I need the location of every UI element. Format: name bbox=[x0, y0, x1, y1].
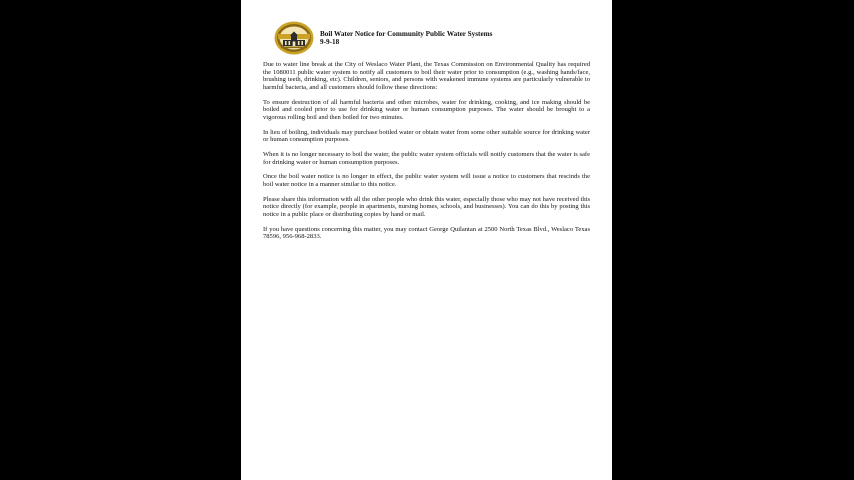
notice-paragraph-3: In lieu of boiling, individuals may purchase bottled water or obtain water from some other suitable source for drinking water or human consumption purposes. bbox=[263, 128, 590, 144]
notice-paragraph-7: If you have questions concerning this matter, you may contact George Quilantan at 2500 North Texas Blvd., Weslaco Texas 78596, 956-968-2833. bbox=[263, 225, 590, 241]
notice-paragraph-5: Once the boil water notice is no longer in effect, the public water system will issue a notice to customers that rescinds the boil water notice in a manner similar to this notice. bbox=[263, 173, 590, 188]
document-page bbox=[241, 0, 612, 480]
notice-title: Boil Water Notice for Community Public Water Systems bbox=[320, 30, 493, 38]
notice-paragraph-2: To ensure destruction of all harmful bacteria and other microbes, water for drinking, cooking, and ice making should be boiled and cooled prior to use for drinking water or human consumption purposes. The water should be brought to a vigorous rolling boil and then boiled for two minutes. bbox=[263, 98, 590, 121]
notice-date: 9-9-18 bbox=[320, 38, 340, 46]
notice-body bbox=[263, 61, 590, 248]
notice-paragraph-1: Due to water line break at the City of Weslaco Water Plant, the Texas Commission on Environmental Quality has required the 1080011 public water system to notify all customers to boil their water prior to consumption (e.g., washing hands/face, brushing teeth, drinking, etc). Children, seniors, and persons with weakened immune systems are particularly vulnerable to harmful bacteria, and all customers should follow these directions: bbox=[263, 61, 590, 91]
notice-header bbox=[274, 21, 594, 57]
city-seal-icon bbox=[274, 21, 314, 55]
seal-base bbox=[281, 47, 307, 49]
notice-paragraph-6: Please share this information with all the other people who drink this water, especially those who may not have received this notice directly (for example, people in apartments, nursing homes, schools, and businesses). You can do this by posting this notice in a public place or distributing copies by hand or mail. bbox=[263, 195, 590, 218]
notice-title-block bbox=[320, 30, 590, 46]
notice-paragraph-4: When it is no longer necessary to boil the water, the public water system officials will notify customers that the water is safe for drinking water or human consumption purposes. bbox=[263, 150, 590, 166]
